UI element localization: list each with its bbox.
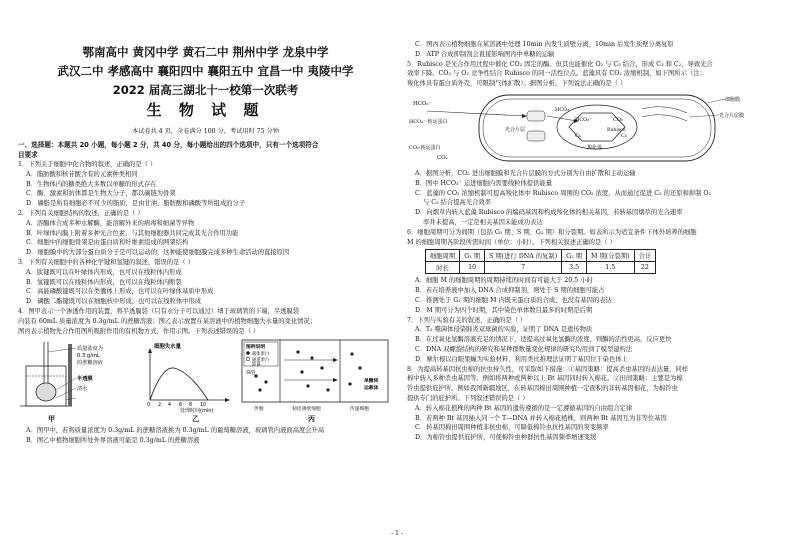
figure-bing xyxy=(240,338,390,424)
q4-stem-2: 内装有 60mL 质量浓度为 0.3g/mL 的蔗糖溶液；图乙表示放置在某溶液中的植物细胞失水量的变化情况； xyxy=(18,317,317,325)
page-number: - 1 - xyxy=(391,530,403,537)
q7-stem: 7．下列与实验有关的叙述，正确的是（ ） xyxy=(407,316,527,324)
table-header-cell: 细胞周期 xyxy=(426,250,460,262)
q1-option-a: A．脂肪酸和核苷酸含有的元素种类相同 xyxy=(26,170,138,178)
jia-label-2: 0.3 g/mL xyxy=(77,353,100,360)
q6-option-d: D．M 期可分为四个时期，其中染色单体数目最多的时期是后期 xyxy=(415,306,593,314)
rub-label-3: HCO₃⁻ xyxy=(575,116,592,123)
right-column xyxy=(407,0,782,543)
rub-label-13: 光合片层膜 xyxy=(719,112,745,119)
q8-stem-2: 棉中转入多种杀虫基因等。例如将两种或两种以上 Bt 基因同时转入棉花。②田间策略：主要是为棉 xyxy=(407,375,683,383)
question-5 xyxy=(407,60,782,228)
q4-stem-1: 4．图甲表示一个渗透作用的装置，将半透膜袋（只有水分子可以通过）缚于玻璃管的下端，半透膜袋 xyxy=(18,307,300,315)
section-heading: 一、选择题：本题共 20 小题，每小题 2 分，共 40 分，每小题给出的四个选项中，只有一个选项符合 xyxy=(18,141,319,149)
question-8 xyxy=(407,365,782,443)
question-3 xyxy=(18,258,393,307)
q2-option-b: B．叶绿体内膜上附着多种光合色素，与其他细胞器共同完成其光合作用功能 xyxy=(26,229,239,237)
q5-option-b: B．图中 HCO₃⁻ 运进细胞内需要线粒体提供能量 xyxy=(415,179,552,187)
figure-bing-label: 丙 xyxy=(308,414,315,424)
rub-label-11: C₅ xyxy=(575,132,581,139)
cell-cycle-table xyxy=(425,249,656,274)
q8-option-c: C．转基因棉田周围种植非抗虫棉，可降低棉铃虫抗性基因的突变频率 xyxy=(415,424,609,432)
table-cell: 7 xyxy=(485,262,562,274)
q3-option-d: D．磷酸二酯键既可以在细胞核中形成，也可以在线粒体中形成 xyxy=(26,298,202,306)
exam-info: 本试卷共 4 页，全卷满分 100 分，考试用时 75 分钟 xyxy=(132,128,279,135)
q3-stem: 3．下列有关细胞中的各种化学键和氢键的叙述，错误的是（ ） xyxy=(18,258,195,266)
bing-bottom-3: 传递细胞 xyxy=(350,407,370,413)
q5-stem-1: 5．Rubisco 是光合作用过程中催化 CO₂ 固定的酶。但其也能催化 O₂ 与 C₅ 结合，形成 C₃ 和 C₂，导致光合 xyxy=(407,60,713,68)
q5-rubisco-figure xyxy=(407,91,782,167)
table-cell: 时长 xyxy=(426,262,460,274)
q5-option-c-cont: 与 C₅ 结合提高光合效率 xyxy=(423,199,492,207)
rub-label-1: HCO₃⁻ xyxy=(413,100,432,107)
q1-stem: 1．下列关于细胞中化合物的叙述，正确的是（ ） xyxy=(18,161,157,168)
q7-option-b: B．在过氧化氢酶溶液充足的情况下，适提高过氧化氢酶的浓度，则酶的活性更高，反应更快 xyxy=(415,336,672,344)
q4-option-a: A．图甲中，若将质量浓度为 0.3g/mL 的蔗糖溶液换为 0.3g/mL 的葡萄糖溶液，玻璃管内液面高度会升高 xyxy=(26,427,325,435)
rub-label-9: 细胞膜 xyxy=(725,96,741,103)
yi-xlabel: 处理时间(min) xyxy=(180,408,214,415)
q3-option-c: C．高能磷酸键既可以在类囊体上形成，也可以在叶绿体基质中形成 xyxy=(26,288,214,296)
q8-stem-3: 铃虫提供庇护所。例如我国新疆地区，在转基因棉田周围种植一定面积的非转基因棉花，为棉铃虫 xyxy=(407,385,678,393)
question-6 xyxy=(407,228,782,316)
q8-option-b: B．若两种 Bt 基因插入同一个 T—DNA 并转入棉花植株，则两种 Bt 基因互为非等位基因 xyxy=(415,414,667,422)
schools-header xyxy=(18,43,393,81)
table-cell: 22 xyxy=(634,262,656,274)
question-1 xyxy=(18,160,393,209)
yi-tick-2: 4 xyxy=(168,403,172,409)
section-heading-cont: 目要求 xyxy=(18,151,38,159)
q5-option-a: A．据图分析，CO₂ 进出细胞膜和光合片层膜的方式分别为自由扩散和主动运输 xyxy=(415,169,636,177)
jia-label-3: 的蔗糖溶液 xyxy=(77,360,103,367)
table-header-row xyxy=(426,250,656,262)
figure-yi-label: 乙 xyxy=(192,414,199,424)
q2-option-a: A．溶酶体合成多种水解酶，能溶解外来的病毒和细菌等异物 xyxy=(26,219,195,227)
bing-legend-3: 能量 xyxy=(252,362,261,368)
q5-option-d-cont: 率并未提高，一定是相关基因未能成功表达 xyxy=(423,218,543,226)
question-2 xyxy=(18,209,393,258)
table-header-cell: G₁ 期 xyxy=(460,250,485,262)
table-header-cell: G₂ 期 xyxy=(562,250,587,262)
rub-label-6: CO₂-转运蛋白 xyxy=(409,144,441,151)
yi-tick-5: 10 xyxy=(200,403,207,409)
q4-option-b: B．图乙中植物细胞所处外界溶液可能是 0.3g/mL 的蔗糖溶液 xyxy=(26,437,200,445)
q6-option-c: C．推测处于 G₁ 期的细胞 M 内既无蛋白质的合成，也没有基因的表达 xyxy=(415,296,612,304)
yi-tick-3: 6 xyxy=(179,403,183,409)
figure-jia-label: 甲 xyxy=(48,414,55,424)
table-cell: 1.5 xyxy=(587,262,635,274)
bing-label-sieve: 筛管 xyxy=(246,371,256,377)
q1-option-b: B．生物体内的糖类绝大多数以单糖的形式存在 xyxy=(26,180,157,188)
jia-label-4: 半透膜 xyxy=(77,376,93,383)
rub-label-14: CO₂ xyxy=(437,154,448,161)
q5-stem-2: 效率下降。CO₂ 与 O₂ 竞争性结合 Rubisco 的同一活性位点。蓝藻具有 CO₂ 浓缩机制，如下图所示（注： xyxy=(407,70,706,78)
rub-label-8: 光合片层 xyxy=(505,126,526,133)
rub-label-4: CO₂ xyxy=(613,116,623,123)
table-header-cell: M 期(分裂期) xyxy=(587,250,635,262)
q8-option-a: A．转入棉花植株的两种 Bt 基因的遗传遵循的是一定遵循基因的自由组合定律 xyxy=(415,404,633,412)
q7-option-c: C．DNA 双螺旋结构的研究和某种群数量变化规律的研究均用到了模型建构法 xyxy=(415,345,633,353)
left-column xyxy=(18,0,393,543)
yi-tick-4: 8 xyxy=(189,403,193,409)
table-cell: 3.5 xyxy=(562,262,587,274)
table-row xyxy=(426,262,656,274)
yi-ylabel: 细胞失水量 xyxy=(154,344,181,351)
q5-option-c: C．蓝藻的 CO₂ 浓缩机制可提高羧化体中 Rubisco 周围的 CO₂ 浓度，从而通过促进 C₃ 的还原和抑制 O₂ xyxy=(415,189,712,197)
rub-label-7: 羧化体 xyxy=(587,144,603,151)
q5-option-d: D．向烟草内转入蓝藻 Rubisco 的编码基因和构成羧化体的相关基因，若转基因烟草的光合速率 xyxy=(415,209,683,217)
q1-option-c: C．酶、激素和抗体都是生物大分子，都以碳链为骨架 xyxy=(26,190,176,198)
table-header-cell: S 期(进行 DNA 的复制) xyxy=(485,250,562,262)
table-cell: 10 xyxy=(460,262,485,274)
q7-option-d: D．摩尔根以白眼果蝇为实验材料，利用类比推理法证明了基因位于染色体上 xyxy=(415,355,628,363)
rub-label-2: HCO₃⁻ xyxy=(555,106,572,113)
bing-legend-title: 图例说明 xyxy=(246,345,266,351)
q4-figures xyxy=(18,338,393,424)
q6-option-a: A．细胞 M 的细胞周期的周期持续的时间有可能大于 20.5 小时 xyxy=(415,277,593,285)
q8-stem-4: 提供专门的庇护所。下列叙述错误的是（ ） xyxy=(407,394,529,402)
q8-stem-1: 8．为提高转基因抗虫棉的抗虫持久性，可采取如下措施：①基因策略：提高杀虫基因的表达量，同样 xyxy=(407,365,689,373)
q7-option-a: A．T₂ 噬菌体侵染肺炎双球菌的实验，证明了 DNA 是遗传物质 xyxy=(415,326,593,334)
question-4 xyxy=(18,307,393,446)
bing-label-carrier-2: 运载体 xyxy=(364,386,379,392)
q2-stem: 2．下列有关细胞结构的叙述，正确的是（ ） xyxy=(18,209,144,217)
q4-stem-3: 图丙表示植物先合作用图所吸附作用的有机物方式，作用示图。下列表述错误的是（ ） xyxy=(18,327,260,335)
figure-yi xyxy=(136,338,236,424)
bing-bottom-1: 伴胞 xyxy=(254,407,264,413)
rub-label-12: C₃ xyxy=(621,132,627,139)
rub-label-10: Rubisco xyxy=(607,127,626,133)
q6-option-b: B．若在培养液中加入 DNA 合成抑制剂，则处于 S 期的细胞可能占 xyxy=(415,287,605,295)
q6-stem-2: M 的细胞周期各阶段所需时间（单位：小时）。下列相关叙述正确的是（ ） xyxy=(407,238,616,246)
q3-option-a: A．肽键既可以在叶绿体内形成，也可以在线粒体内形成 xyxy=(26,268,182,276)
figure-jia xyxy=(18,338,128,424)
q4-option-c: C．图丙表示植物细胞在某溶液中处理 10min 内发生质壁分离，10min 后发生质壁分离复原 xyxy=(415,41,674,48)
q6-stem-1: 6．细胞周期可分为间期（包括 G₁ 期、S 期、G₂ 期）和分裂期。如表所示为适宜条件下体外培养的细胞 xyxy=(407,228,697,236)
subject-title: 生 物 试 题 xyxy=(146,101,265,119)
bing-legend-2: 通道蛋白 xyxy=(252,358,270,364)
bing-label-carrier-1: 单糖转 xyxy=(364,379,379,385)
q2-option-d: D．细胞膜中的大部分蛋白质分子是可以运动的，这种能使细胞膜完成多种生命活动的直接原因 xyxy=(26,249,290,257)
bing-bottom-2: 韧皮薄壁细胞 xyxy=(292,407,321,413)
table-header-cell: 合计 xyxy=(634,250,656,262)
jia-label-5: 清水 xyxy=(77,386,88,393)
q8-option-d: D．为棉铃虫提供庇护所，可使棉铃虫种群抗性基因频率增速变缓 xyxy=(415,434,597,442)
yi-tick-1: 2 xyxy=(158,403,162,409)
schools-line-1: 鄂南高中 黄冈中学 黄石二中 荆州中学 龙泉中学 xyxy=(82,45,329,59)
q4-option-d: D．ATP 合成抑制剂会直接影响图丙中单糖的运输 xyxy=(415,50,555,58)
q3-option-b: B．氢键既可以在线粒体内形成，也可以在线粒体内断裂 xyxy=(26,278,182,286)
q5-stem-3: 羧化体具有蛋白质外壳，可限制气体扩散）。据图分析，下列说法正确的是（ ） xyxy=(407,80,627,88)
q1-option-d: D．磷脂是所有细胞必不可少的脂质，是由甘油、脂肪酸和磷酸等所组成的分子 xyxy=(26,200,246,208)
schools-line-2: 武汉二中 孝感高中 襄阳四中 襄阳五中 宜昌一中 夷陵中学 xyxy=(57,64,354,78)
q2-option-c: C．细胞中的细胞骨架是由蛋白质和纤维素组成的网架结构 xyxy=(26,239,189,247)
question-7 xyxy=(407,316,782,365)
rub-label-5: HCO₃⁻-转运蛋白 xyxy=(409,118,448,125)
jia-label-1: 质量浓度为 xyxy=(77,346,103,353)
yi-tick-0: 0 xyxy=(147,403,151,409)
exam-title: 2022 届高三湖北十一校第一次联考 xyxy=(112,83,299,97)
bing-legend-1: 载体蛋白 xyxy=(252,352,270,358)
